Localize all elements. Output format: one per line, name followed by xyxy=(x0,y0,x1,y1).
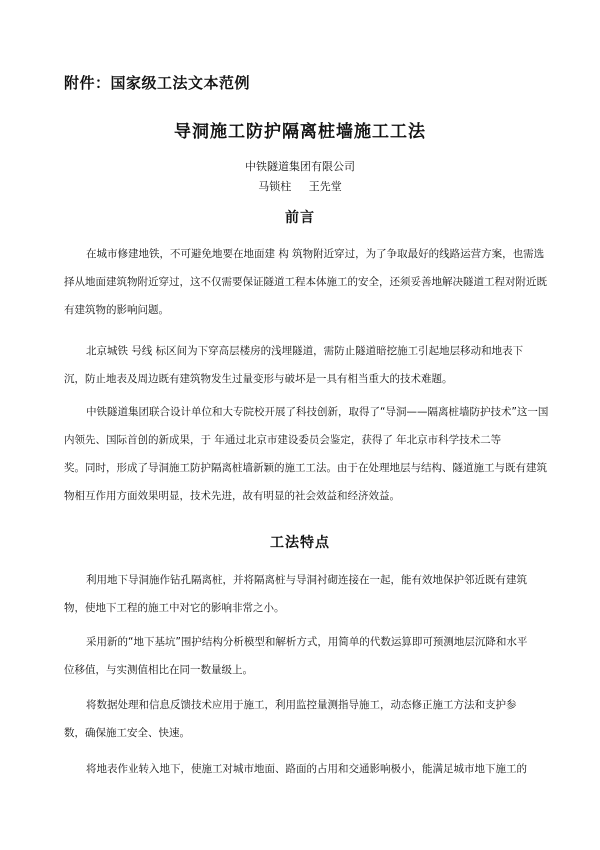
author-name: 马锁柱 xyxy=(258,180,292,193)
paragraph-line: 物相互作用方面效果明显，技术先进，故有明显的社会效益和经济效益。 xyxy=(64,490,400,502)
paragraph-line: 数，确保施工安全、快速。 xyxy=(64,727,190,739)
paragraph-line: 将数据处理和信息反馈技术应用于施工，利用监控量测指导施工，动态修正施工方法和支护参 xyxy=(86,699,517,711)
section-heading-features: 工法特点 xyxy=(270,535,330,551)
author-list xyxy=(0,178,600,194)
paragraph-line: 物，使地下工程的施工中对它的影响非常之小。 xyxy=(64,602,285,614)
paragraph-line: 中铁隧道集团联合设计单位和大专院校开展了科技创新，取得了“导洞——隔离桩墙防护技术”这一国 xyxy=(86,406,549,418)
paragraph xyxy=(64,566,532,622)
document-title: 导洞施工防护隔离桩墙施工工法 xyxy=(174,122,426,142)
paragraph-line: 择从地面建筑物附近穿过，这不仅需要保证隧道工程本体施工的安全，还须妥善地解决隧道工程对附近既 xyxy=(64,276,547,288)
paragraph-line: 在城市修建地铁，不可避免地要在地面建 构 筑物附近穿过，为了争取最好的线路运营方案，也需选 xyxy=(86,248,545,260)
paragraph xyxy=(64,755,532,783)
paragraph-line: 沉，防止地表及周边既有建筑物发生过量变形与破坏是一具有相当重大的技术难题。 xyxy=(64,373,453,385)
paragraph xyxy=(64,691,532,747)
paragraph-line: 有建筑物的影响问题。 xyxy=(64,304,169,316)
paragraph-line: 将地表作业转入地下，使施工对城市地面、路面的占用和交通影响极小，能满足城市地下施工的 xyxy=(86,763,527,775)
paragraph xyxy=(64,240,547,324)
paragraph xyxy=(64,628,532,684)
paragraph-line: 位移值，与实测值相比在同一数量级上。 xyxy=(64,664,253,676)
paragraph xyxy=(64,398,549,510)
paragraph-line: 北京城铁 号线 标区间为下穿高层楼房的浅埋隧道，需防止隧道暗挖施工引起地层移动和地表下 xyxy=(86,345,524,357)
attachment-label: 附件：国家级工法文本范例 xyxy=(64,74,251,92)
organization-name: 中铁隧道集团有限公司 xyxy=(245,160,355,173)
paragraph-line: 内领先、国际首创的新成果，于 年通过北京市建设委员会鉴定，获得了 年北京市科学技术二等 xyxy=(64,434,502,446)
author-name: 王先堂 xyxy=(308,180,342,193)
paragraph xyxy=(64,337,532,393)
section-heading-preface: 前言 xyxy=(285,210,315,226)
paragraph-line: 奖。同时，形成了导洞施工防护隔离桩墙新颖的施工工法。由于在处理地层与结构、隧道施工与既有建筑 xyxy=(64,462,547,474)
paragraph-line: 采用新的“地下基坑”围护结构分析模型和解析方式，用简单的代数运算即可预测地层沉降和水平 xyxy=(86,636,528,648)
paragraph-line: 利用地下导洞施作钻孔隔离桩，并将隔离桩与导洞衬砌连接在一起，能有效地保护邻近既有建筑 xyxy=(86,574,527,586)
